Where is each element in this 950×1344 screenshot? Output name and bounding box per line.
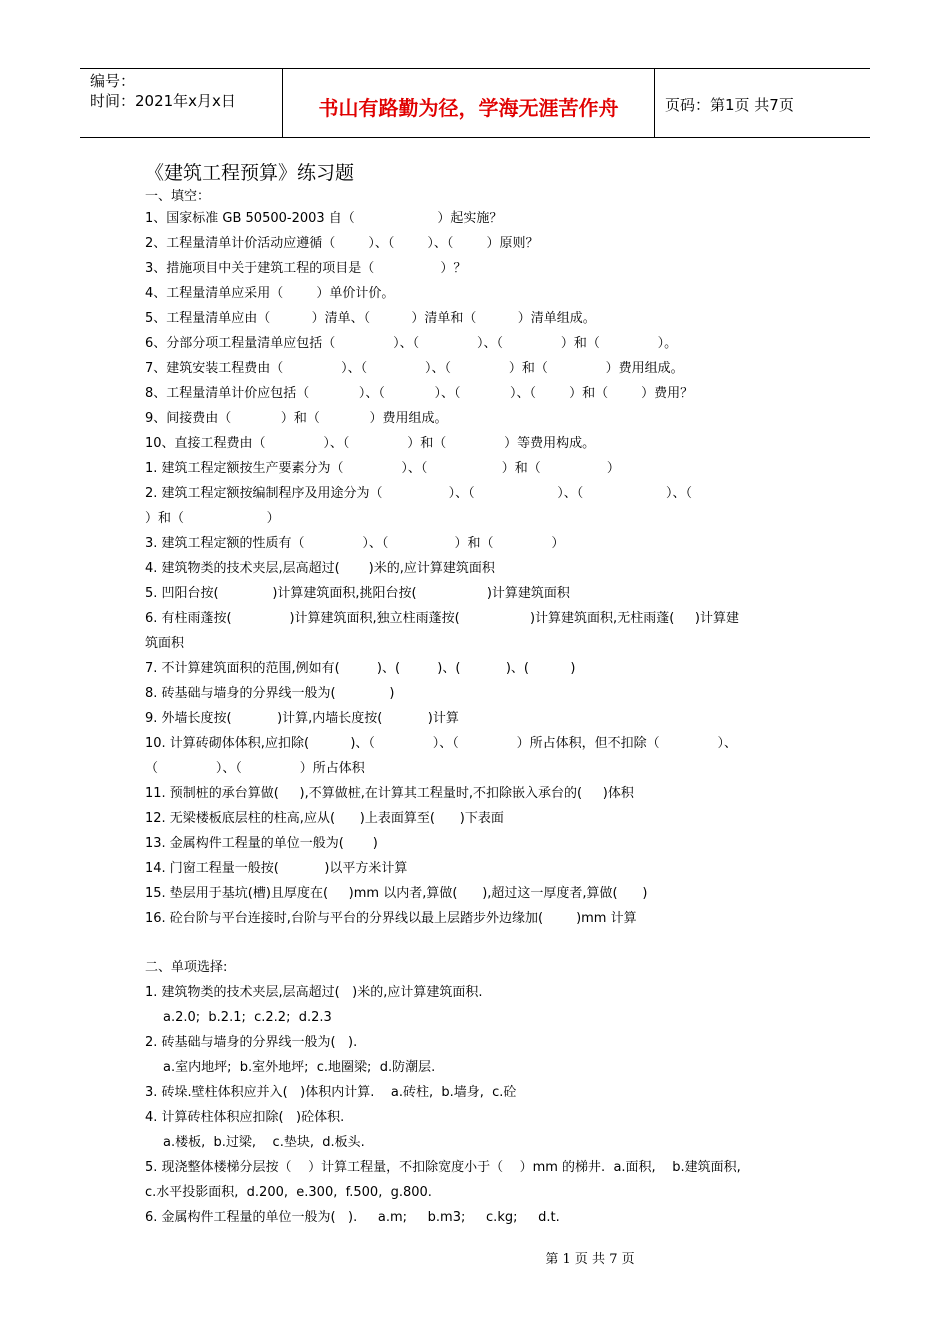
question-line: 15. 垫层用于基坑(槽)且厚度在( )mm 以内者,算做( ),超过这一厚度者,算做( ) — [145, 886, 648, 901]
question-line: 3. 砖垛.壁柱体积应并入( )体积内计算. a.砖柱, b.墙身, c.砼 — [145, 1085, 517, 1100]
question-line: 5. 凹阳台按( )计算建筑面积,挑阳台按( )计算建筑面积 — [145, 586, 570, 601]
header-motto: 书山有路勤为径，学海无涯苦作舟 — [318, 96, 619, 120]
answer-options: a.2.0; b.2.1; c.2.2; d.2.3 — [163, 1010, 332, 1025]
question-line: 3、措施项目中关于建筑工程的项目是（ ）？ — [145, 261, 467, 276]
question-line: 1. 建筑物类的技术夹层,层高超过( )米的,应计算建筑面积. — [145, 985, 483, 1000]
section-heading-single-choice: 二、单项选择: — [145, 960, 228, 975]
question-line: 14. 门窗工程量一般按( )以平方米计算 — [145, 861, 408, 876]
question-line: 1. 建筑工程定额按生产要素分为（ ）、（ ）和（ ） — [145, 461, 620, 476]
section-heading-fill-in: 一、填空： — [145, 189, 211, 204]
question-line: 4. 计算砖柱体积应扣除( )砼体积. — [145, 1110, 345, 1125]
question-line: 7. 不计算建筑面积的范围,例如有( )、( )、( )、( ) — [145, 661, 576, 676]
header-right-cell — [655, 69, 870, 137]
question-line: 4. 建筑物类的技术夹层,层高超过( )米的,应计算建筑面积 — [145, 561, 495, 576]
question-line: 2、工程量清单计价活动应遵循（ ）、（ ）、（ ）原则？ — [145, 236, 539, 251]
question-line: 10、直接工程费由（ ）、（ ）和（ ）等费用构成。 — [145, 436, 596, 451]
question-line-continued: 筑面积 — [145, 636, 185, 651]
question-line: 16. 砼台阶与平台连接时,台阶与平台的分界线以最上层踏步外边缘加( )mm 计算 — [145, 911, 637, 926]
question-line: 3. 建筑工程定额的性质有（ ）、（ ）和（ ） — [145, 536, 565, 551]
document-date-label: 时间：2021年x月x日 — [90, 92, 236, 110]
header-middle-cell — [283, 69, 655, 137]
question-line-continued: （ ）、（ ）所占体积 — [145, 761, 365, 776]
question-line: 4、工程量清单应采用（ ）单价计价。 — [145, 286, 395, 301]
document-number-label: 编号： — [90, 72, 136, 90]
question-line: 5、工程量清单应由（ ）清单、（ ）清单和（ ）清单组成。 — [145, 311, 596, 326]
question-line: 9. 外墙长度按( )计算,内墙长度按( )计算 — [145, 711, 459, 726]
answer-options: a.室内地坪; b.室外地坪; c.地圈梁; d.防潮层. — [163, 1060, 436, 1075]
question-line: 5. 现浇整体楼梯分层按（ ）计算工程量，不扣除宽度小于（ ）mm 的梯井. a.面积, b.建筑面积, — [145, 1160, 741, 1175]
question-line: 11. 预制桩的承台算做( ),不算做桩,在计算其工程量时,不扣除嵌入承台的( )体积 — [145, 786, 634, 801]
question-line: 2. 建筑工程定额按编制程序及用途分为（ ）、（ ）、（ ）、（ — [145, 486, 692, 501]
header-left-cell — [80, 69, 283, 137]
question-line-continued: c.水平投影面积, d.200, e.300, f.500, g.800. — [145, 1185, 432, 1200]
question-line: 2. 砖基础与墙身的分界线一般为( ). — [145, 1035, 358, 1050]
question-line: 12. 无梁楼板底层柱的柱高,应从( )上表面算至( )下表面 — [145, 811, 504, 826]
page-footer — [0, 1248, 950, 1267]
question-line: 7、建筑安装工程费由（ ）、（ ）、（ ）和（ ）费用组成。 — [145, 361, 684, 376]
question-line: 10. 计算砖砌体体积,应扣除( )、（ ）、（ ）所占体积，但不扣除（ ）、 — [145, 736, 737, 751]
question-line: 9、间接费由（ ）和（ ）费用组成。 — [145, 411, 448, 426]
question-line: 8. 砖基础与墙身的分界线一般为( ) — [145, 686, 395, 701]
footer-page-number: 第 1 页 共 7 页 — [545, 1252, 635, 1267]
question-line-continued: ）和（ ） — [145, 511, 280, 526]
document-title: 《建筑工程预算》练习题 — [145, 162, 355, 184]
page-header — [80, 68, 870, 138]
answer-options: a.楼板, b.过梁, c.垫块, d.板头. — [163, 1135, 365, 1150]
question-line: 6、分部分项工程量清单应包括（ ）、（ ）、（ ）和（ ）。 — [145, 336, 678, 351]
question-line: 1、国家标准 GB 50500-2003 自（ ）起实施？ — [145, 211, 503, 226]
question-line: 8、工程量清单计价应包括（ ）、（ ）、（ ）、（ ）和（ ）费用？ — [145, 386, 694, 401]
question-line: 6. 金属构件工程量的单位一般为( ). a.m; b.m3; c.kg; d.t. — [145, 1210, 560, 1225]
question-line: 13. 金属构件工程量的单位一般为( ) — [145, 836, 378, 851]
header-page-info: 页码：第1页 共7页 — [665, 96, 794, 114]
question-line: 6. 有柱雨蓬按( )计算建筑面积,独立柱雨蓬按( )计算建筑面积,无柱雨蓬( )计算建 — [145, 611, 739, 626]
